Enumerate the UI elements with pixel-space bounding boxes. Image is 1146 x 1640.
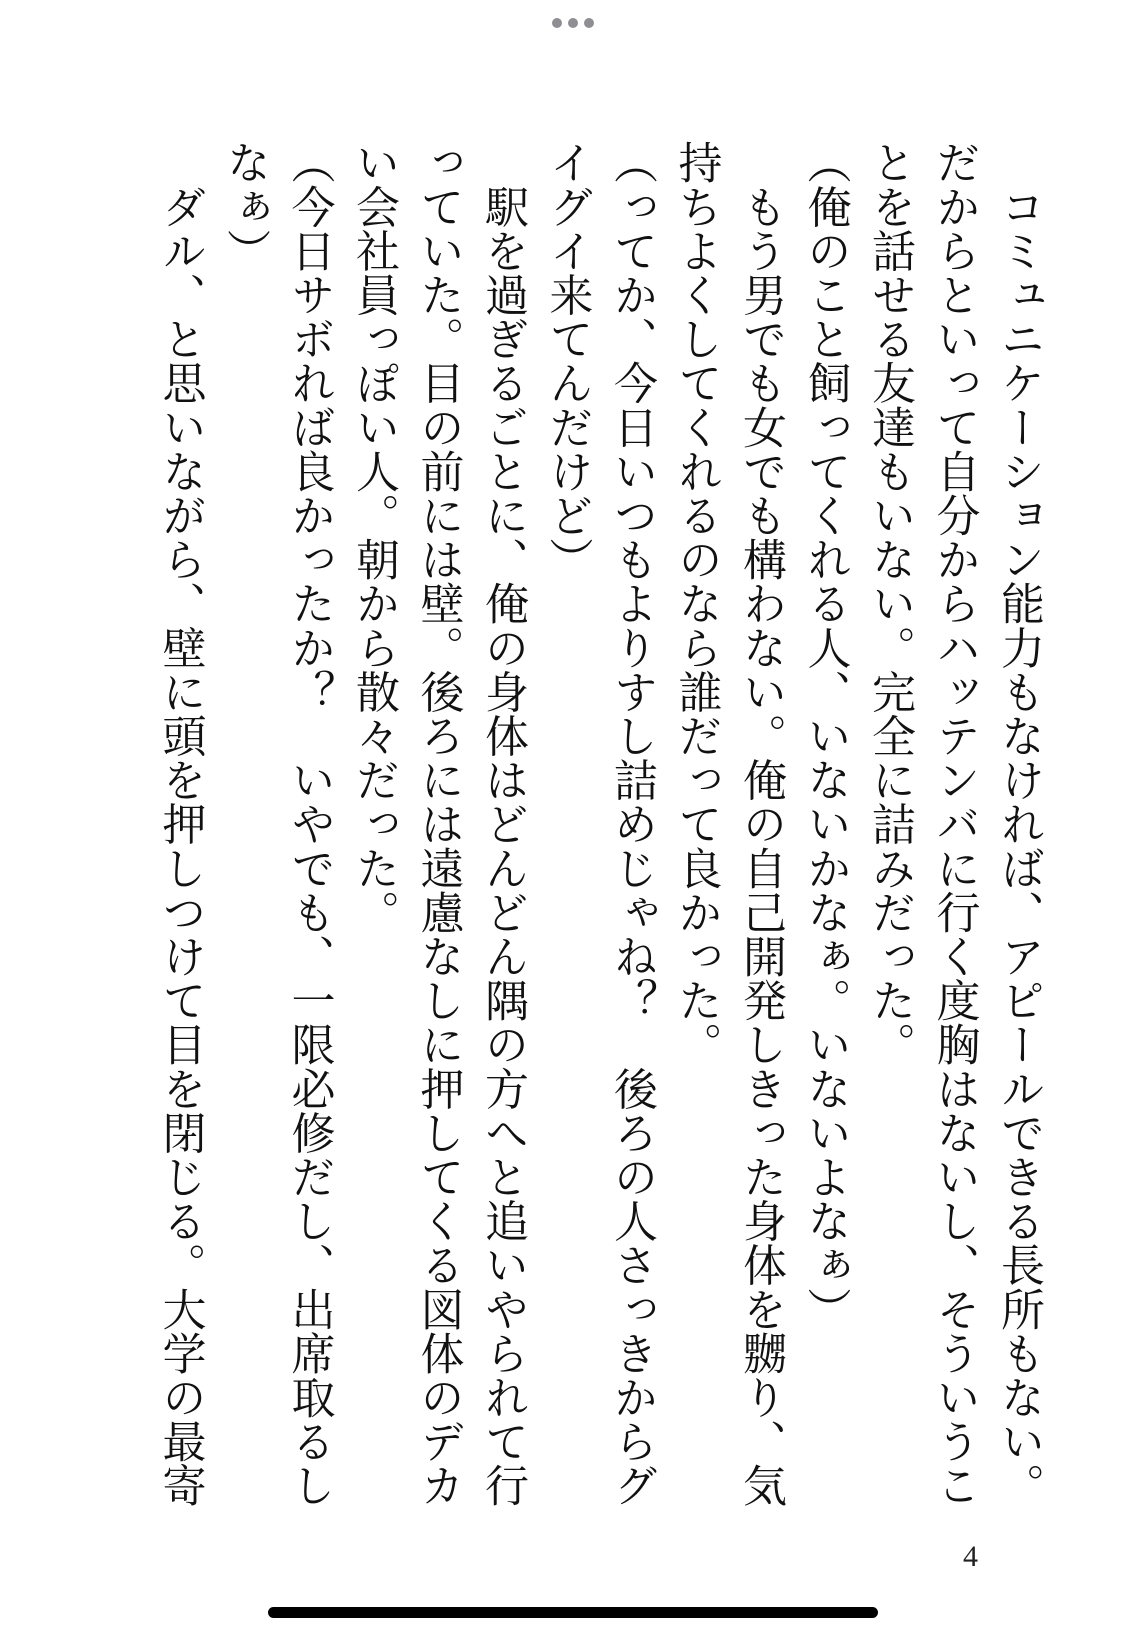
text-line: （ってか、今日いつもよりすし詰めじゃね？ 後ろの人さっきからグ: [606, 140, 657, 1508]
more-options-icon[interactable]: [546, 14, 600, 32]
text-line: （今日サボれば良かったか？ いやでも、一限必修だし、出席取るし: [283, 140, 335, 1508]
page-number: 4: [963, 1540, 978, 1573]
text-line: イグイ来てんだけど）: [541, 140, 593, 581]
text-line: だからといって自分からハッテンバに行く度胸はないし、そういうこ: [928, 140, 980, 1508]
home-indicator[interactable]: [268, 1607, 878, 1618]
text-line: （俺のこと飼ってくれる人、いないかなぁ。いないよなぁ）: [799, 140, 851, 1331]
text-line: 持ちよくしてくれるのなら誰だって良かった。: [670, 140, 722, 1067]
text-line: なぁ）: [219, 140, 270, 273]
ellipsis-dot: [552, 18, 562, 28]
text-line: っていた。目の前には壁。後ろには遠慮なしに押してくる図体のデカ: [412, 140, 464, 1508]
text-line: とを話せる友達もいない。完全に詰みだった。: [864, 140, 915, 1067]
text-line: もう男でも女でも構わない。俺の自己開発しきった身体を嬲り、気: [735, 140, 786, 1508]
ellipsis-dot: [568, 18, 578, 28]
book-page-text[interactable]: [154, 140, 1050, 1508]
text-line: ダル、と思いながら、壁に頭を押しつけて目を閉じる。大学の最寄: [154, 140, 206, 1508]
ellipsis-dot: [584, 18, 594, 28]
text-line: 駅を過ぎるごとに、俺の身体はどんどん隅の方へと追いやられて行: [477, 140, 528, 1508]
text-line: い会社員っぽい人。朝から散々だった。: [348, 140, 399, 934]
text-line: コミュニケーション能力もなければ、アピールできる長所もない。: [993, 140, 1044, 1508]
